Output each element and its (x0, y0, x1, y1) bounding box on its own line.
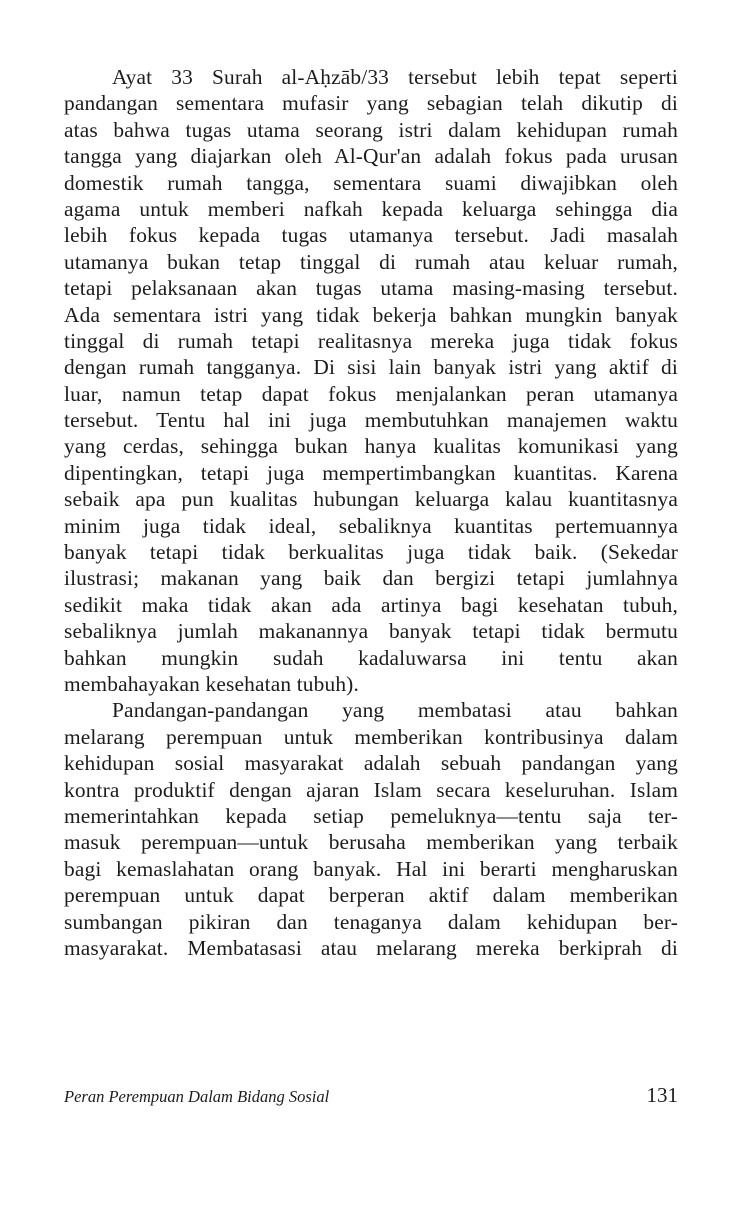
text-line: sedikit maka tidak akan ada artinya bagi kesehatan tubuh, (64, 592, 678, 617)
text-line: kontra produktif dengan ajaran Islam secara keseluruhan. Islam (64, 777, 678, 802)
text-line: atas bahwa tugas utama seorang istri dalam kehidupan rumah (64, 117, 678, 142)
running-footer-title: Peran Perempuan Dalam Bidang Sosial (64, 1087, 330, 1106)
text-line: domestik rumah tangga, sementara suami diwajibkan oleh (64, 170, 678, 195)
text-line: Ada sementara istri yang tidak bekerja bahkan mungkin banyak (64, 302, 678, 327)
text-line: Ayat 33 Surah al-Aḥzāb/33 tersebut lebih tepat seperti (112, 65, 678, 89)
paragraph-2 (64, 697, 678, 961)
text-line: memerintahkan kepada setiap pemeluknya—tentu saja ter- (64, 803, 678, 828)
page-number: 131 (646, 1083, 678, 1107)
text-line: banyak tetapi tidak berkualitas juga tidak baik. (Sekedar (64, 540, 678, 565)
text-line: Pandangan-pandangan yang membatasi atau bahkan (112, 698, 678, 723)
text-line: utamanya bukan tetap tinggal di rumah atau keluar rumah, (64, 249, 678, 274)
text-line: perempuan untuk dapat berperan aktif dalam memberikan (64, 883, 678, 908)
text-line: minim juga tidak ideal, sebaliknya kuantitas pertemuannya (64, 513, 678, 538)
text-line: dengan rumah tangganya. Di sisi lain banyak istri yang aktif di (64, 355, 678, 380)
text-line: sebaik apa pun kualitas hubungan keluarga kalau kuantitasnya (64, 487, 678, 512)
text-line: bagi kemaslahatan orang banyak. Hal ini berarti mengharuskan (64, 856, 678, 881)
text-line: masyarakat. Membatasasi atau melarang mereka berkiprah di (64, 935, 678, 960)
page-footer (64, 1083, 678, 1113)
text-line: pandangan sementara mufasir yang sebagian telah dikutip di (64, 91, 678, 116)
text-line: dipentingkan, tetapi juga mempertimbangkan kuantitas. Karena (64, 460, 678, 485)
paragraph-1 (64, 64, 678, 697)
text-line: agama untuk memberi nafkah kepada keluarga sehingga dia (64, 196, 678, 221)
text-line: bahkan mungkin sudah kadaluwarsa ini tentu akan (64, 645, 678, 670)
body-text (64, 64, 678, 961)
text-line: lebih fokus kepada tugas utamanya tersebut. Jadi masalah (64, 223, 678, 248)
text-line: tersebut. Tentu hal ini juga membutuhkan manajemen waktu (64, 408, 678, 433)
text-line: kehidupan sosial masyarakat adalah sebuah pandangan yang (64, 751, 678, 776)
text-line: sumbangan pikiran dan tenaganya dalam kehidupan ber- (64, 909, 678, 934)
text-line: tinggal di rumah tetapi realitasnya mereka juga tidak fokus (64, 328, 678, 353)
text-line: tetapi pelaksanaan akan tugas utama masing-masing tersebut. (64, 276, 678, 301)
text-line: sebaliknya jumlah makanannya banyak tetapi tidak bermutu (64, 619, 678, 644)
text-line: masuk perempuan—untuk berusaha memberikan yang terbaik (64, 830, 678, 855)
text-line: membahayakan kesehatan tubuh). (64, 671, 359, 696)
text-line: ilustrasi; makanan yang baik dan bergizi tetapi jumlahnya (64, 566, 678, 591)
text-line: melarang perempuan untuk memberikan kontribusinya dalam (64, 724, 678, 749)
text-line: tangga yang diajarkan oleh Al-Qur'an adalah fokus pada urusan (64, 144, 678, 169)
text-line: yang cerdas, sehingga bukan hanya kualitas komunikasi yang (64, 434, 678, 459)
text-line: luar, namun tetap dapat fokus menjalankan peran utamanya (64, 381, 678, 406)
